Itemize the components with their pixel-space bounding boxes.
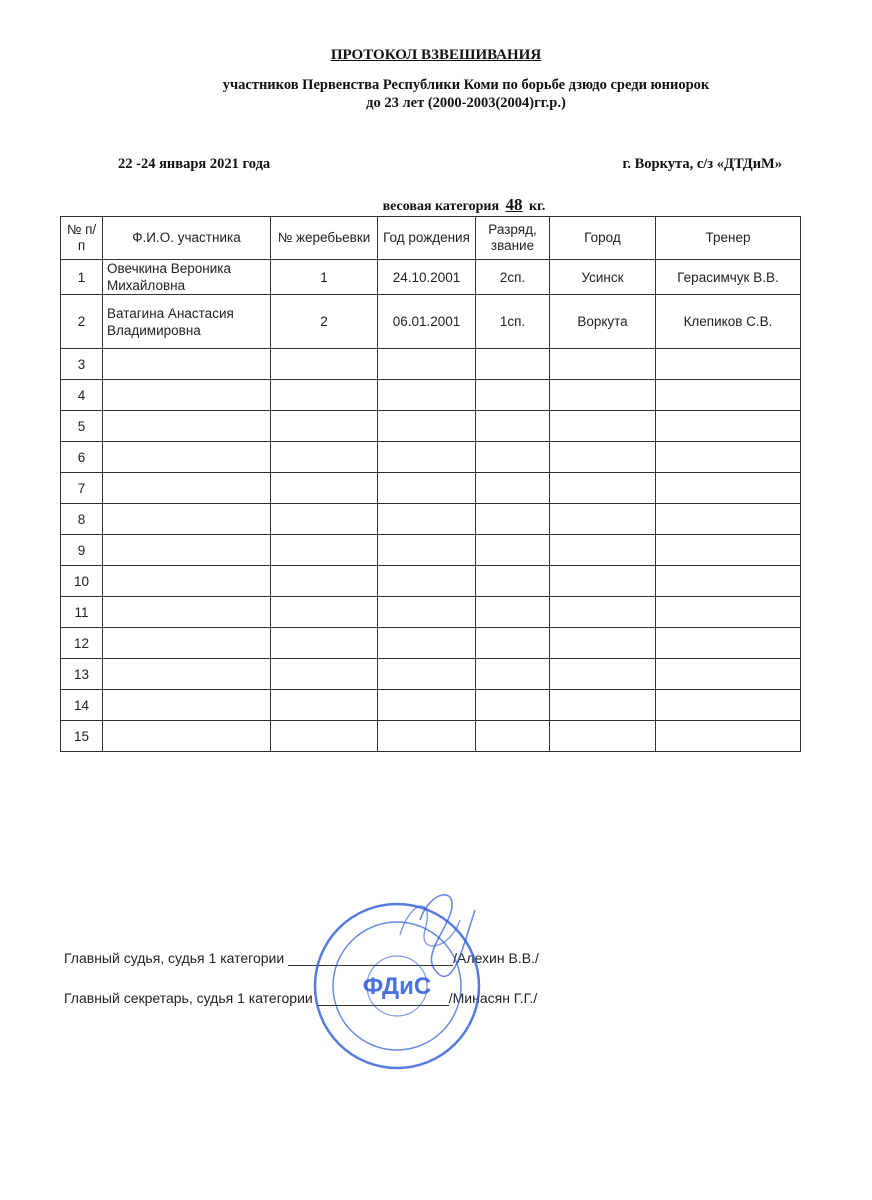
cell-empty xyxy=(476,504,550,535)
cell-num: 8 xyxy=(61,504,103,535)
document-subtitle-line2: до 23 лет (2000-2003(2004)гг.р.) xyxy=(366,95,566,111)
cell-empty xyxy=(476,349,550,380)
weight-category-prefix: весовая категория xyxy=(382,199,500,214)
cell-num: 7 xyxy=(61,473,103,504)
cell-empty xyxy=(103,721,271,752)
cell-empty xyxy=(103,566,271,597)
cell-year: 24.10.2001 xyxy=(378,260,476,295)
table-row xyxy=(61,690,801,721)
cell-empty xyxy=(656,566,801,597)
cell-draw: 2 xyxy=(271,295,378,349)
cell-empty xyxy=(378,411,476,442)
cell-empty xyxy=(378,597,476,628)
cell-empty xyxy=(476,690,550,721)
cell-coach: Клепиков С.В. xyxy=(656,295,801,349)
weighing-table xyxy=(60,216,801,752)
cell-empty xyxy=(271,535,378,566)
cell-empty xyxy=(550,721,656,752)
cell-empty xyxy=(271,411,378,442)
cell-empty xyxy=(378,535,476,566)
cell-empty xyxy=(103,411,271,442)
cell-coach: Герасимчук В.В. xyxy=(656,260,801,295)
table-row xyxy=(61,349,801,380)
table-row xyxy=(61,721,801,752)
cell-city: Воркута xyxy=(550,295,656,349)
cell-empty xyxy=(550,659,656,690)
cell-name: Овечкина Вероника Михайловна xyxy=(103,260,271,295)
cell-empty xyxy=(550,690,656,721)
cell-empty xyxy=(271,628,378,659)
cell-empty xyxy=(656,442,801,473)
cell-empty xyxy=(656,721,801,752)
cell-num: 9 xyxy=(61,535,103,566)
cell-empty xyxy=(103,473,271,504)
chief-judge-name: /Алехин В.В./ xyxy=(453,950,539,966)
event-date: 22 -24 января 2021 года xyxy=(118,156,271,172)
table-row xyxy=(61,380,801,411)
table-row xyxy=(61,295,801,349)
table-row xyxy=(61,260,801,295)
table-row xyxy=(61,535,801,566)
cell-empty xyxy=(476,566,550,597)
header-rank: Разряд, звание xyxy=(476,217,550,260)
cell-num: 6 xyxy=(61,442,103,473)
table-row xyxy=(61,628,801,659)
cell-empty xyxy=(378,566,476,597)
cell-num: 14 xyxy=(61,690,103,721)
cell-empty xyxy=(550,597,656,628)
stamp-emblem-text: ФДиС xyxy=(362,973,432,1000)
header-year: Год рождения xyxy=(378,217,476,260)
cell-empty xyxy=(656,411,801,442)
cell-city: Усинск xyxy=(550,260,656,295)
cell-empty xyxy=(378,442,476,473)
cell-num: 1 xyxy=(61,260,103,295)
cell-empty xyxy=(476,628,550,659)
event-place: г. Воркута, с/з «ДТДиМ» xyxy=(622,156,782,172)
cell-empty xyxy=(103,380,271,411)
cell-empty xyxy=(378,659,476,690)
cell-empty xyxy=(476,442,550,473)
chief-secretary-label: Главный секретарь, судья 1 категории xyxy=(64,990,313,1006)
cell-empty xyxy=(103,504,271,535)
cell-empty xyxy=(378,628,476,659)
cell-rank: 1сп. xyxy=(476,295,550,349)
chief-judge-label: Главный судья, судья 1 категории xyxy=(64,950,285,966)
table-row xyxy=(61,566,801,597)
cell-empty xyxy=(271,659,378,690)
cell-num: 10 xyxy=(61,566,103,597)
cell-empty xyxy=(103,628,271,659)
cell-empty xyxy=(550,473,656,504)
cell-empty xyxy=(378,504,476,535)
header-num: № п/п xyxy=(61,217,103,260)
weight-category-value: 48 xyxy=(505,195,523,214)
cell-empty xyxy=(271,690,378,721)
cell-empty xyxy=(271,473,378,504)
cell-empty xyxy=(103,535,271,566)
cell-empty xyxy=(550,411,656,442)
cell-empty xyxy=(550,380,656,411)
table-row xyxy=(61,442,801,473)
cell-empty xyxy=(476,721,550,752)
cell-empty xyxy=(476,380,550,411)
cell-num: 2 xyxy=(61,295,103,349)
cell-rank: 2сп. xyxy=(476,260,550,295)
cell-empty xyxy=(656,473,801,504)
cell-empty xyxy=(476,597,550,628)
cell-empty xyxy=(656,535,801,566)
cell-empty xyxy=(378,380,476,411)
cell-empty xyxy=(656,597,801,628)
cell-num: 15 xyxy=(61,721,103,752)
cell-empty xyxy=(550,504,656,535)
cell-empty xyxy=(550,566,656,597)
cell-empty xyxy=(271,566,378,597)
table-row xyxy=(61,504,801,535)
cell-num: 3 xyxy=(61,349,103,380)
cell-year: 06.01.2001 xyxy=(378,295,476,349)
header-coach: Тренер xyxy=(656,217,801,260)
cell-empty xyxy=(103,349,271,380)
cell-num: 12 xyxy=(61,628,103,659)
cell-empty xyxy=(103,659,271,690)
cell-empty xyxy=(271,349,378,380)
cell-empty xyxy=(378,721,476,752)
cell-empty xyxy=(476,473,550,504)
cell-num: 4 xyxy=(61,380,103,411)
table-row xyxy=(61,597,801,628)
cell-empty xyxy=(656,628,801,659)
cell-num: 5 xyxy=(61,411,103,442)
cell-empty xyxy=(550,442,656,473)
document-subtitle-line1: участников Первенства Республики Коми по борьбе дзюдо среди юниорок xyxy=(222,77,710,93)
cell-empty xyxy=(378,349,476,380)
cell-empty xyxy=(476,535,550,566)
cell-empty xyxy=(550,349,656,380)
table-row xyxy=(61,411,801,442)
cell-empty xyxy=(271,504,378,535)
cell-empty xyxy=(550,628,656,659)
cell-empty xyxy=(550,535,656,566)
cell-empty xyxy=(476,411,550,442)
cell-empty xyxy=(378,473,476,504)
cell-empty xyxy=(656,380,801,411)
organization-stamp xyxy=(300,880,510,1080)
cell-empty xyxy=(103,690,271,721)
table-row xyxy=(61,659,801,690)
chief-secretary-name: /Минасян Г.Г./ xyxy=(448,990,538,1006)
header-draw: № жеребьевки xyxy=(271,217,378,260)
cell-empty xyxy=(476,659,550,690)
cell-empty xyxy=(656,690,801,721)
cell-num: 13 xyxy=(61,659,103,690)
cell-name: Ватагина Анастасия Владимировна xyxy=(103,295,271,349)
header-city: Город xyxy=(550,217,656,260)
table-row xyxy=(61,473,801,504)
table-header-row xyxy=(61,217,801,260)
cell-empty xyxy=(656,659,801,690)
cell-empty xyxy=(271,380,378,411)
cell-num: 11 xyxy=(61,597,103,628)
cell-draw: 1 xyxy=(271,260,378,295)
weight-category-unit: кг. xyxy=(529,199,546,214)
cell-empty xyxy=(103,597,271,628)
weight-category xyxy=(0,195,872,215)
cell-empty xyxy=(656,504,801,535)
cell-empty xyxy=(656,349,801,380)
cell-empty xyxy=(271,597,378,628)
cell-empty xyxy=(378,690,476,721)
header-name: Ф.И.О. участника xyxy=(103,217,271,260)
cell-empty xyxy=(271,721,378,752)
cell-empty xyxy=(271,442,378,473)
signature-scribble xyxy=(420,895,475,977)
document-title: ПРОТОКОЛ ВЗВЕШИВАНИЯ xyxy=(330,47,542,63)
cell-empty xyxy=(103,442,271,473)
